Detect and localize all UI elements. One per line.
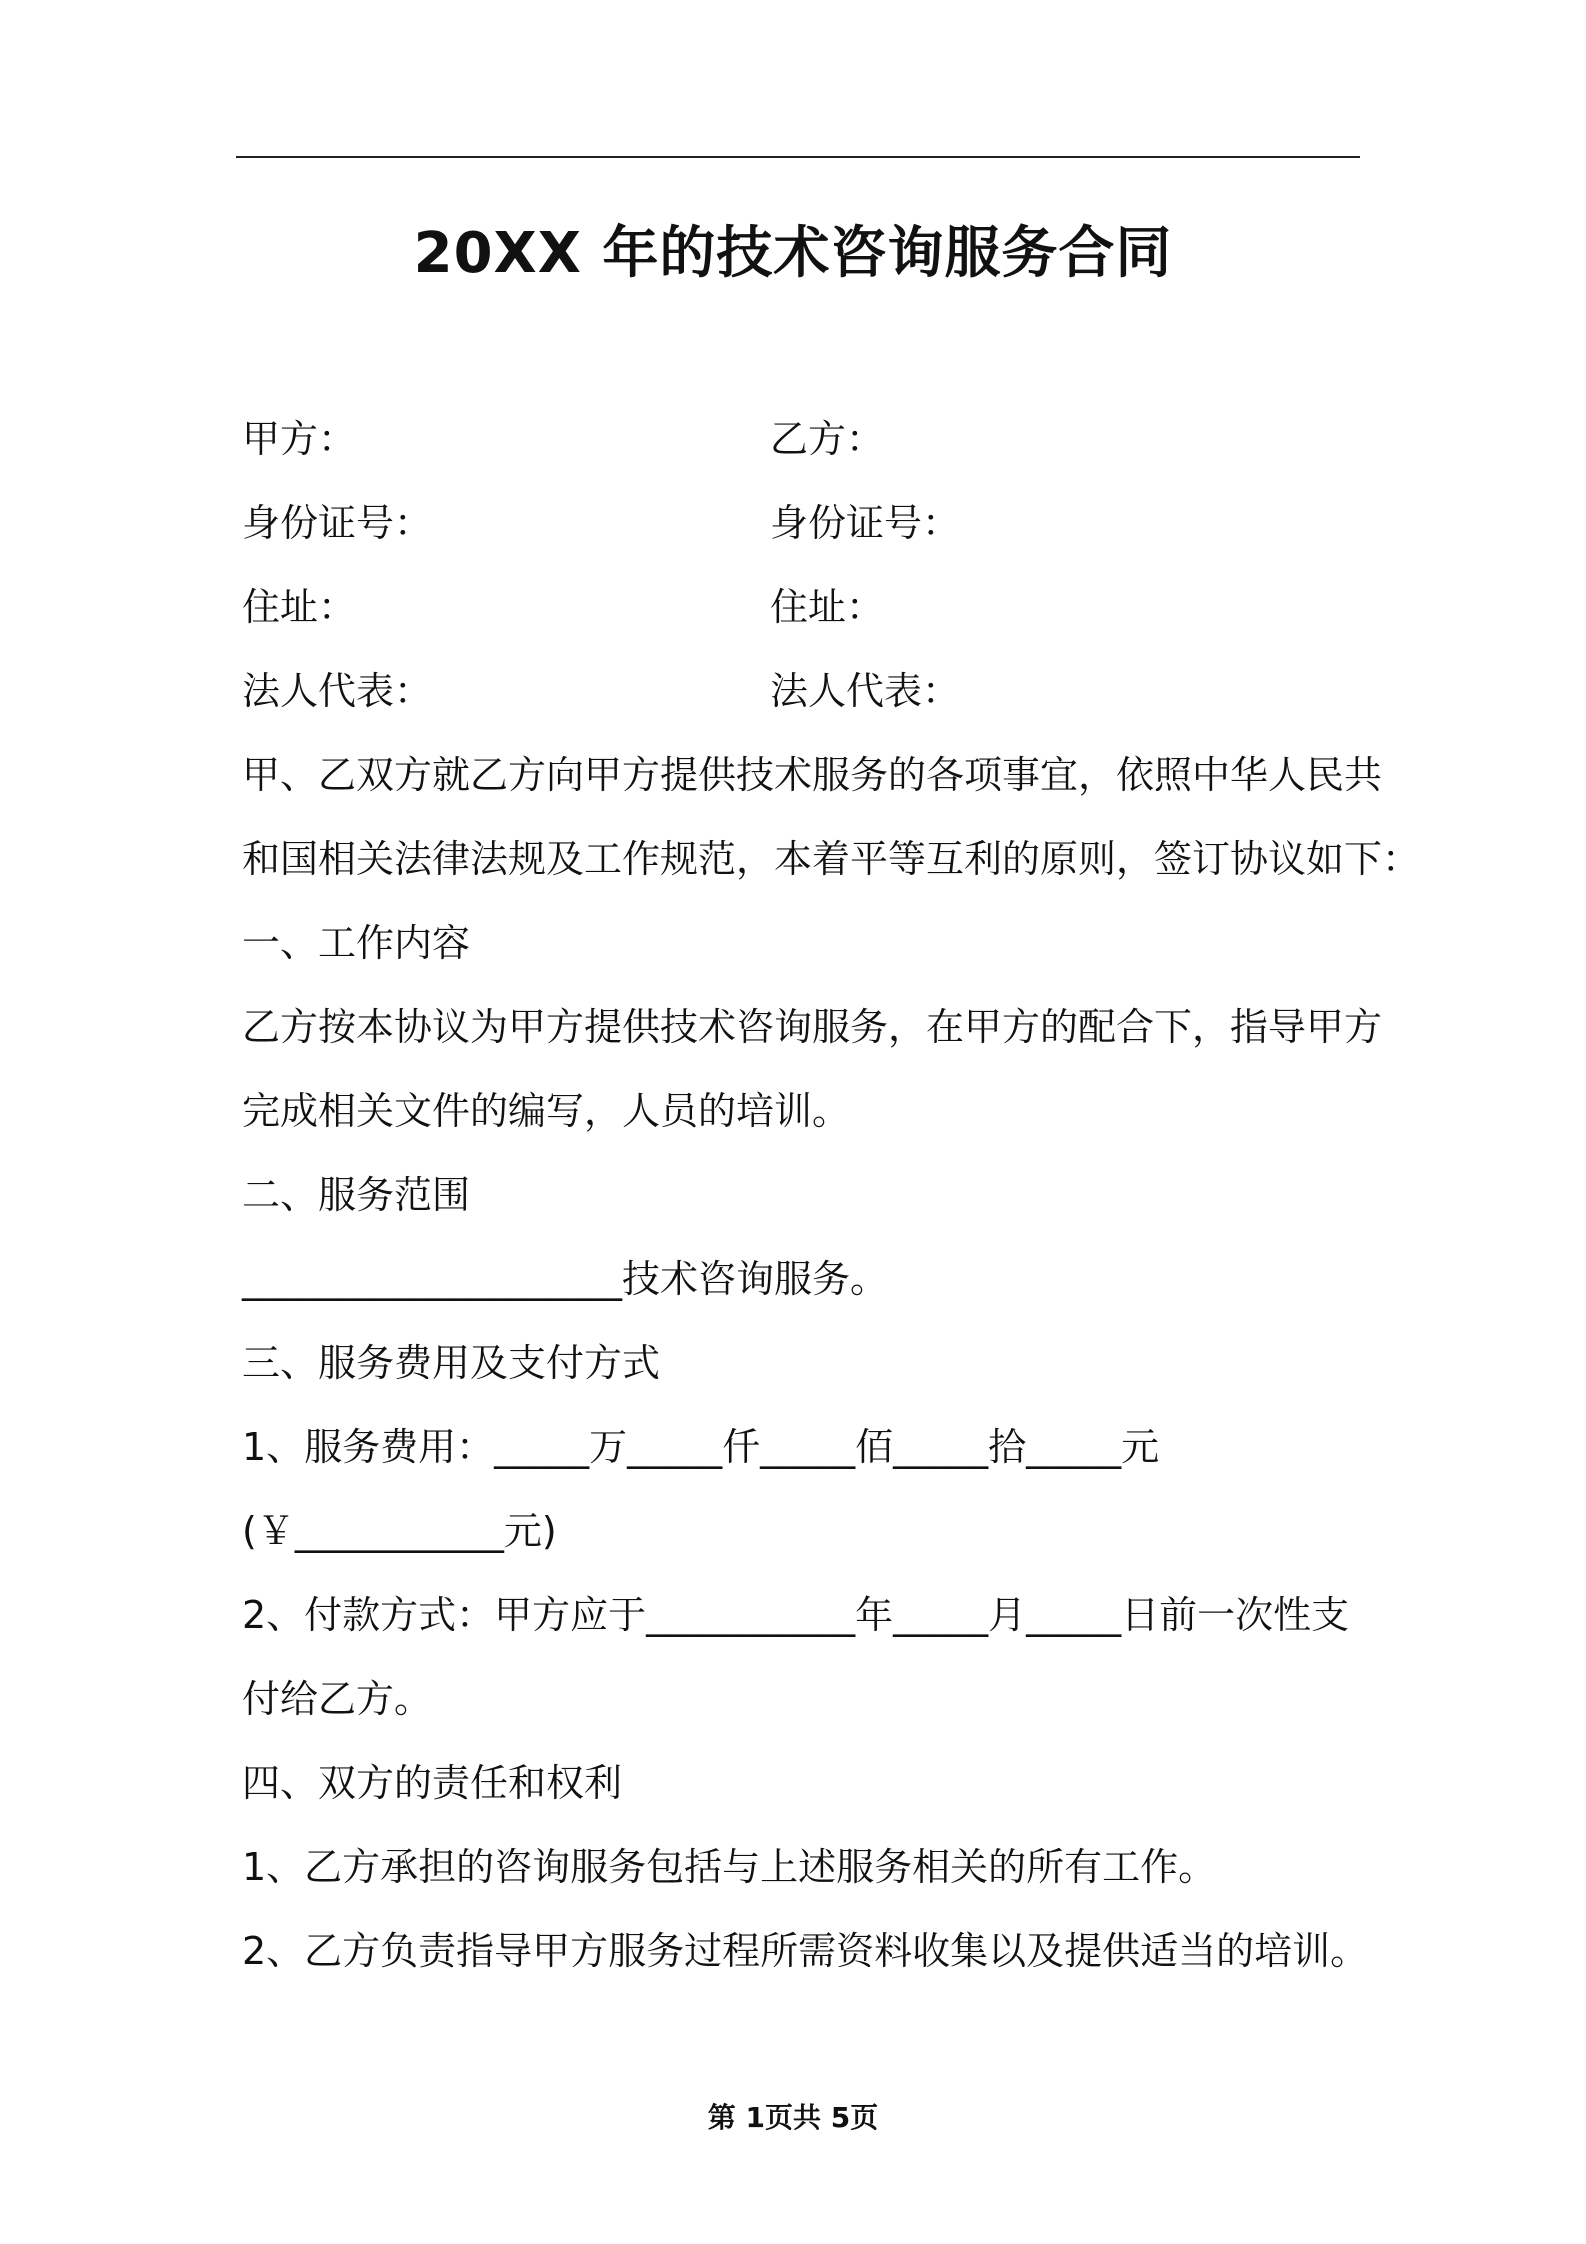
- party-a-id-label: 身份证号：: [242, 501, 433, 545]
- party-b-address-label: 住址：: [770, 585, 885, 629]
- party-a-legal-rep-label: 法人代表：: [242, 669, 433, 713]
- payment-method-line-1: 2、付款方式：甲方应于___________年_____月_____日前一次性支: [242, 1593, 1350, 1637]
- party-a-name-label: 甲方：: [242, 417, 357, 461]
- service-fee-line: 1、服务费用：_____万_____仟_____佰_____拾_____元: [242, 1425, 1160, 1469]
- responsibility-item-1: 1、乙方承担的咨询服务包括与上述服务相关的所有工作。: [242, 1845, 1217, 1889]
- service-scope-line: ____________________技术咨询服务。: [242, 1257, 889, 1301]
- responsibility-item-2: 2、乙方负责指导甲方服务过程所需资料收集以及提供适当的培训。: [242, 1929, 1369, 1973]
- intro-line-1: 甲、乙双方就乙方向甲方提供技术服务的各项事宜，依照中华人民共: [242, 753, 1383, 797]
- party-row-name: [242, 397, 1362, 481]
- party-row-address: [242, 565, 1362, 649]
- intro-line-2: 和国相关法律法规及工作规范，本着平等互利的原则，签订协议如下：: [242, 837, 1421, 881]
- work-content-line-2: 完成相关文件的编写，人员的培训。: [242, 1089, 851, 1133]
- party-b-name-label: 乙方：: [770, 417, 885, 461]
- service-fee-amount-line: (￥___________元): [242, 1509, 557, 1553]
- party-b-legal-rep-label: 法人代表：: [770, 669, 961, 713]
- work-content-line-1: 乙方按本协议为甲方提供技术咨询服务，在甲方的配合下，指导甲方: [242, 1005, 1383, 1049]
- page-number-footer: 第 1页共 5页: [707, 2101, 879, 2134]
- party-a-address-label: 住址：: [242, 585, 357, 629]
- top-rule: [236, 156, 1360, 158]
- contract-body: [242, 733, 1421, 1993]
- document-title: 20XX 年的技术咨询服务合同: [413, 221, 1173, 286]
- party-row-legal-rep: [242, 649, 1362, 733]
- party-info-grid: [242, 397, 1362, 733]
- party-row-id: [242, 481, 1362, 565]
- section-heading-work-content: 一、工作内容: [242, 921, 471, 965]
- section-heading-fees-payment: 三、服务费用及支付方式: [242, 1341, 661, 1385]
- party-b-id-label: 身份证号：: [770, 501, 961, 545]
- payment-method-line-2: 付给乙方。: [242, 1677, 433, 1721]
- section-heading-service-scope: 二、服务范围: [242, 1173, 471, 1217]
- section-heading-responsibilities: 四、双方的责任和权利: [242, 1761, 623, 1805]
